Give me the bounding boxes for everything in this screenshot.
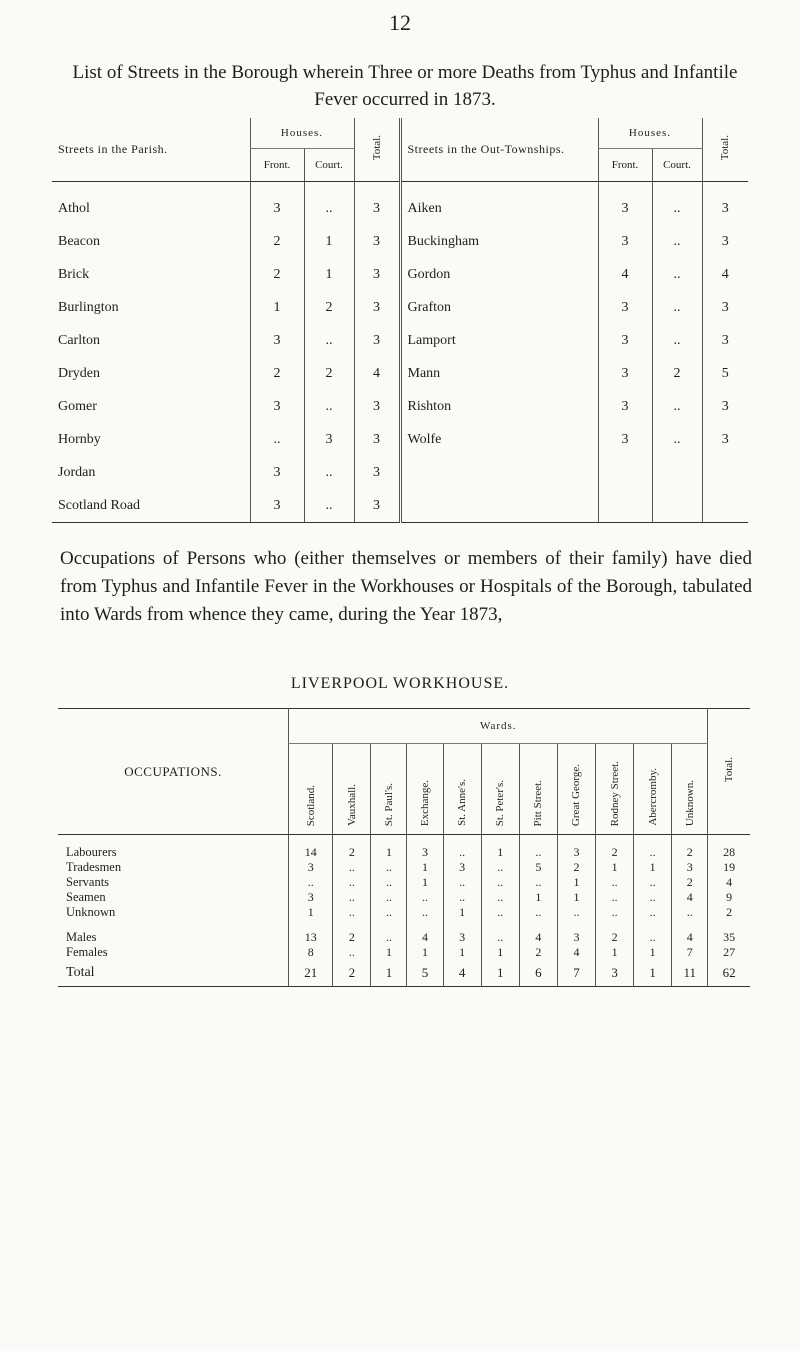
ward-count: .. bbox=[481, 860, 519, 875]
parish-street-name: Dryden bbox=[58, 365, 100, 381]
ward-count: .. bbox=[596, 905, 634, 920]
occupation-row bbox=[58, 905, 750, 920]
ward-count: 1 bbox=[289, 905, 333, 920]
ward-count: 13 bbox=[289, 930, 333, 945]
parish-street-court: 1 bbox=[304, 258, 354, 291]
ward-count: .. bbox=[443, 890, 481, 905]
ward-header: St. Anne's. bbox=[443, 744, 481, 835]
township-street-court: 2 bbox=[652, 357, 702, 390]
township-street-name: Grafton bbox=[400, 291, 598, 324]
parish-street-total: 3 bbox=[354, 258, 400, 291]
wards-header: Wards. bbox=[289, 709, 708, 744]
parish-street-front: 2 bbox=[250, 357, 304, 390]
workhouse-subtitle: LIVERPOOL WORKHOUSE. bbox=[290, 675, 510, 692]
ward-count: 1 bbox=[557, 890, 595, 905]
parish-street-front: .. bbox=[250, 423, 304, 456]
occupation-label: Seamen bbox=[66, 890, 106, 904]
township-street-court bbox=[652, 456, 702, 489]
ward-count: 7 bbox=[557, 960, 595, 987]
ward-count: .. bbox=[333, 875, 371, 890]
ward-count: .. bbox=[634, 890, 672, 905]
ward-count: .. bbox=[407, 905, 443, 920]
front-header-left: Front. bbox=[250, 149, 304, 182]
ward-header: Pitt Street. bbox=[519, 744, 557, 835]
ward-count: 21 bbox=[289, 960, 333, 987]
occupation-row bbox=[58, 890, 750, 905]
township-street-total: 3 bbox=[702, 423, 748, 456]
occupation-label: Males bbox=[66, 930, 97, 944]
occupations-table bbox=[58, 708, 750, 987]
parish-street-total: 3 bbox=[354, 423, 400, 456]
ward-count: 1 bbox=[481, 845, 519, 860]
ward-count: 2 bbox=[333, 960, 371, 987]
parish-street-name: Scotland Road bbox=[52, 489, 250, 523]
ward-count: 3 bbox=[596, 960, 634, 987]
ward-count: 5 bbox=[519, 860, 557, 875]
ward-count: 2 bbox=[519, 945, 557, 960]
gender-row bbox=[58, 930, 750, 945]
township-street-name: Rishton bbox=[400, 390, 598, 423]
township-street-front: 3 bbox=[598, 390, 652, 423]
ward-count: 2 bbox=[672, 875, 708, 890]
township-street-name: Lamport bbox=[400, 324, 598, 357]
parish-street-total: 3 bbox=[354, 192, 400, 225]
ward-count: 1 bbox=[596, 860, 634, 875]
township-street-court: .. bbox=[652, 225, 702, 258]
parish-street-total: 3 bbox=[354, 456, 400, 489]
township-street-front bbox=[598, 489, 652, 523]
parish-street-name: Carlton bbox=[58, 332, 100, 348]
ward-count: 3 bbox=[289, 860, 333, 875]
township-street-front: 3 bbox=[598, 225, 652, 258]
ward-count: .. bbox=[443, 845, 481, 860]
township-street-name: Gordon bbox=[400, 258, 598, 291]
township-street-name: Buckingham bbox=[400, 225, 598, 258]
parish-street-court: .. bbox=[304, 390, 354, 423]
ward-count: 4 bbox=[672, 930, 708, 945]
total-header-left: Total. bbox=[354, 118, 400, 182]
ward-header: Exchange. bbox=[407, 744, 443, 835]
occupations-column-header: OCCUPATIONS. bbox=[58, 709, 289, 835]
parish-street-total: 3 bbox=[354, 225, 400, 258]
township-street-total: 3 bbox=[702, 390, 748, 423]
parish-street-total: 3 bbox=[354, 291, 400, 324]
parish-street-front: 1 bbox=[250, 291, 304, 324]
ward-count: .. bbox=[371, 890, 407, 905]
parish-street-front: 2 bbox=[250, 225, 304, 258]
parish-street-name: Hornby bbox=[58, 431, 101, 447]
occupation-label: Total bbox=[66, 965, 95, 980]
parish-street-front: 3 bbox=[250, 456, 304, 489]
ward-count: 2 bbox=[333, 845, 371, 860]
ward-count: 1 bbox=[596, 945, 634, 960]
township-street-total: 5 bbox=[702, 357, 748, 390]
ward-count: 8 bbox=[289, 945, 333, 960]
occupation-label: Servants bbox=[66, 875, 110, 889]
ward-header: Rodney Street. bbox=[596, 744, 634, 835]
ward-count: .. bbox=[407, 890, 443, 905]
ward-header: Scotland. bbox=[289, 744, 333, 835]
parish-street-front: 3 bbox=[250, 390, 304, 423]
parish-street-total: 3 bbox=[354, 324, 400, 357]
township-street-total: 3 bbox=[702, 324, 748, 357]
parish-street-name: Gomer bbox=[58, 398, 97, 414]
ward-count: 3 bbox=[557, 930, 595, 945]
ward-count: 6 bbox=[519, 960, 557, 987]
parish-street-front: 2 bbox=[250, 258, 304, 291]
ward-count: .. bbox=[481, 905, 519, 920]
ward-count: 1 bbox=[634, 960, 672, 987]
ward-count: 1 bbox=[407, 945, 443, 960]
township-street-total: 3 bbox=[702, 225, 748, 258]
row-total: 35 bbox=[708, 930, 750, 945]
page-title: List of Streets in the Borough wherein Three or more Deaths from Typhus and Infantile Fever occurred in 1873. bbox=[72, 62, 738, 110]
ward-count: .. bbox=[371, 905, 407, 920]
ward-header: St. Paul's. bbox=[371, 744, 407, 835]
parish-street-name: Beacon bbox=[58, 233, 100, 249]
street-row bbox=[52, 324, 748, 357]
township-street-court: .. bbox=[652, 192, 702, 225]
row-total: 27 bbox=[708, 945, 750, 960]
ward-count: .. bbox=[634, 845, 672, 860]
township-street-front: 3 bbox=[598, 357, 652, 390]
township-street-total: 3 bbox=[702, 291, 748, 324]
ward-count: .. bbox=[333, 860, 371, 875]
street-row bbox=[52, 258, 748, 291]
street-row bbox=[52, 390, 748, 423]
ward-count: 3 bbox=[443, 930, 481, 945]
township-street-name: Mann bbox=[400, 357, 598, 390]
township-street-name: Aiken bbox=[400, 192, 598, 225]
ward-header: Great George. bbox=[557, 744, 595, 835]
ward-count: .. bbox=[371, 860, 407, 875]
ward-count: .. bbox=[634, 875, 672, 890]
streets-table bbox=[52, 118, 748, 523]
township-street-total: 4 bbox=[702, 258, 748, 291]
parish-street-court: 3 bbox=[304, 423, 354, 456]
occupation-label: Tradesmen bbox=[66, 860, 122, 874]
parish-street-front: 3 bbox=[250, 489, 304, 523]
ward-count: 1 bbox=[371, 960, 407, 987]
page-number: 12 bbox=[389, 10, 411, 35]
ward-count: 3 bbox=[672, 860, 708, 875]
parish-street-front: 3 bbox=[250, 324, 304, 357]
parish-street-court: .. bbox=[304, 192, 354, 225]
row-total: 4 bbox=[708, 875, 750, 890]
township-street-name bbox=[400, 456, 598, 489]
ward-count: .. bbox=[333, 945, 371, 960]
township-street-name: Wolfe bbox=[400, 423, 598, 456]
street-row bbox=[52, 357, 748, 390]
ward-count: 2 bbox=[672, 845, 708, 860]
street-row bbox=[52, 291, 748, 324]
township-street-front: 4 bbox=[598, 258, 652, 291]
ward-count: .. bbox=[289, 875, 333, 890]
court-header-right: Court. bbox=[652, 149, 702, 182]
ward-count: 1 bbox=[557, 875, 595, 890]
ward-count: 1 bbox=[371, 845, 407, 860]
township-street-court: .. bbox=[652, 423, 702, 456]
parish-street-court: .. bbox=[304, 456, 354, 489]
occupations-paragraph: Occupations of Persons who (either themselves or members of their family) have died from Typhus and Infantile Fever in the Workhouses or Hospitals of the Borough, tabulated into Wards from whence they came, during the Year 1873, bbox=[60, 548, 752, 626]
row-total: 19 bbox=[708, 860, 750, 875]
ward-count: 3 bbox=[557, 845, 595, 860]
ward-header: Unknown. bbox=[672, 744, 708, 835]
townships-column-header: Streets in the Out-Townships. bbox=[400, 118, 598, 182]
ward-count: 1 bbox=[519, 890, 557, 905]
total-row bbox=[58, 960, 750, 987]
occupation-row bbox=[58, 860, 750, 875]
parish-street-court: 2 bbox=[304, 357, 354, 390]
ward-header: St. Peter's. bbox=[481, 744, 519, 835]
row-total: 2 bbox=[708, 905, 750, 920]
ward-count: .. bbox=[333, 905, 371, 920]
ward-count: .. bbox=[672, 905, 708, 920]
parish-street-name: Brick bbox=[58, 266, 90, 282]
parish-column-header: Streets in the Parish. bbox=[52, 118, 250, 182]
ward-count: .. bbox=[371, 875, 407, 890]
street-row bbox=[52, 423, 748, 456]
occupation-label: Females bbox=[66, 945, 108, 959]
street-row bbox=[52, 456, 748, 489]
ward-count: 3 bbox=[289, 890, 333, 905]
ward-count: .. bbox=[333, 890, 371, 905]
ward-count: .. bbox=[519, 875, 557, 890]
parish-street-name: Athol bbox=[58, 200, 90, 216]
occupation-label: Unknown bbox=[66, 905, 116, 919]
township-street-court: .. bbox=[652, 390, 702, 423]
ward-count: 5 bbox=[407, 960, 443, 987]
parish-street-front: 3 bbox=[250, 192, 304, 225]
ward-count: 2 bbox=[557, 860, 595, 875]
ward-count: 2 bbox=[333, 930, 371, 945]
township-street-court bbox=[652, 489, 702, 523]
ward-count: .. bbox=[481, 890, 519, 905]
township-street-front: 3 bbox=[598, 423, 652, 456]
parish-street-court: .. bbox=[304, 489, 354, 523]
parish-street-court: 2 bbox=[304, 291, 354, 324]
street-row bbox=[52, 192, 748, 225]
gender-row bbox=[58, 945, 750, 960]
township-street-court: .. bbox=[652, 291, 702, 324]
occ-total-header: Total. bbox=[708, 709, 750, 835]
houses-header-right: Houses. bbox=[598, 118, 702, 149]
township-street-front: 3 bbox=[598, 192, 652, 225]
parish-street-name: Burlington bbox=[58, 299, 119, 315]
ward-count: .. bbox=[519, 905, 557, 920]
ward-count: .. bbox=[596, 875, 634, 890]
ward-count: .. bbox=[443, 875, 481, 890]
parish-street-total: 3 bbox=[354, 489, 400, 523]
occupation-label: Labourers bbox=[66, 845, 117, 859]
township-street-total bbox=[702, 489, 748, 523]
ward-count: .. bbox=[596, 890, 634, 905]
ward-count: 4 bbox=[672, 890, 708, 905]
parish-street-total: 3 bbox=[354, 390, 400, 423]
ward-header: Abercromby. bbox=[634, 744, 672, 835]
row-total: 62 bbox=[708, 960, 750, 987]
ward-count: .. bbox=[634, 930, 672, 945]
court-header-left: Court. bbox=[304, 149, 354, 182]
ward-count: 1 bbox=[407, 875, 443, 890]
total-header-right: Total. bbox=[702, 118, 748, 182]
ward-count: 11 bbox=[672, 960, 708, 987]
ward-count: 2 bbox=[596, 845, 634, 860]
ward-count: .. bbox=[481, 930, 519, 945]
ward-count: .. bbox=[519, 845, 557, 860]
ward-count: .. bbox=[371, 930, 407, 945]
row-total: 28 bbox=[708, 845, 750, 860]
street-row bbox=[52, 225, 748, 258]
ward-header: Vauxhall. bbox=[333, 744, 371, 835]
ward-count: 1 bbox=[443, 945, 481, 960]
front-header-right: Front. bbox=[598, 149, 652, 182]
township-street-front: 3 bbox=[598, 324, 652, 357]
parish-street-name: Jordan bbox=[58, 464, 96, 480]
township-street-court: .. bbox=[652, 258, 702, 291]
ward-count: 3 bbox=[443, 860, 481, 875]
ward-count: .. bbox=[634, 905, 672, 920]
occupation-row bbox=[58, 845, 750, 860]
ward-count: 1 bbox=[407, 860, 443, 875]
street-row bbox=[52, 489, 748, 523]
township-street-total bbox=[702, 456, 748, 489]
township-street-name bbox=[400, 489, 598, 523]
parish-street-court: .. bbox=[304, 324, 354, 357]
ward-count: 4 bbox=[557, 945, 595, 960]
parish-street-total: 4 bbox=[354, 357, 400, 390]
township-street-court: .. bbox=[652, 324, 702, 357]
township-street-front: 3 bbox=[598, 291, 652, 324]
ward-count: 3 bbox=[407, 845, 443, 860]
ward-count: 14 bbox=[289, 845, 333, 860]
ward-count: 7 bbox=[672, 945, 708, 960]
row-total: 9 bbox=[708, 890, 750, 905]
occupation-row bbox=[58, 875, 750, 890]
ward-count: 2 bbox=[596, 930, 634, 945]
ward-count: 1 bbox=[481, 945, 519, 960]
ward-count: 1 bbox=[443, 905, 481, 920]
parish-street-court: 1 bbox=[304, 225, 354, 258]
ward-count: .. bbox=[557, 905, 595, 920]
township-street-front bbox=[598, 456, 652, 489]
ward-count: 4 bbox=[407, 930, 443, 945]
ward-count: .. bbox=[481, 875, 519, 890]
ward-count: 1 bbox=[634, 860, 672, 875]
township-street-total: 3 bbox=[702, 192, 748, 225]
ward-count: 4 bbox=[443, 960, 481, 987]
ward-count: 1 bbox=[371, 945, 407, 960]
ward-count: 1 bbox=[634, 945, 672, 960]
ward-count: 4 bbox=[519, 930, 557, 945]
houses-header-left: Houses. bbox=[250, 118, 354, 149]
ward-count: 1 bbox=[481, 960, 519, 987]
